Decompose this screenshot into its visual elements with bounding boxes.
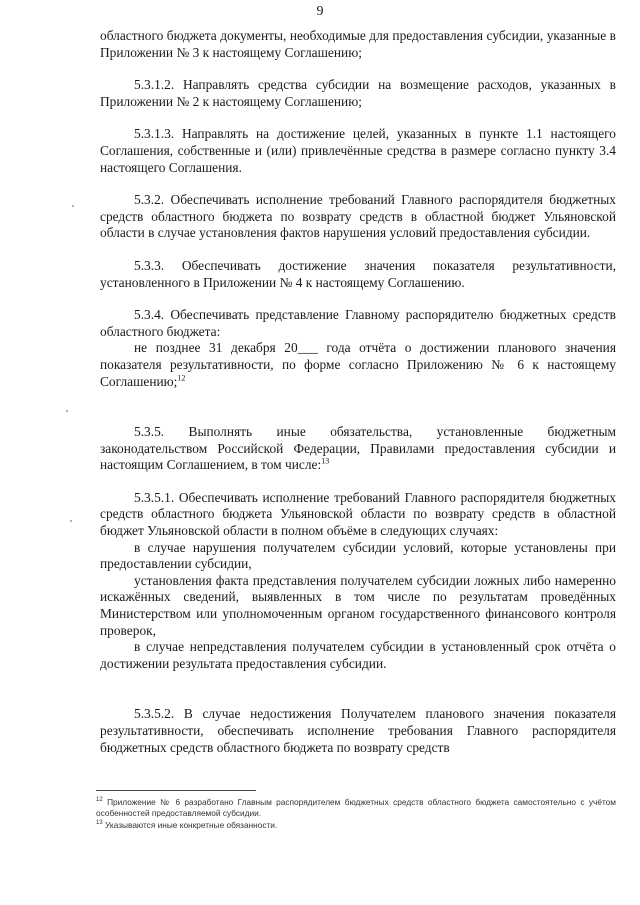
- footnote-13: [96, 820, 616, 831]
- paragraph-5-3-5-text: 5.3.5. Выполнять иные обязательства, установленные бюджетным законодательством Российской Федерации, Правилами предоставления субсидии и настоящим Соглашением, в том числе:: [100, 424, 616, 473]
- list-item-no-report: в случае непредставления получателем субсидии в установленный срок отчёта о достижении результата предоставления субсидии.: [100, 639, 616, 671]
- paragraph-5-3-5-1: 5.3.5.1. Обеспечивать исполнение требований Главного распорядителя бюджетных средств областного бюджета Ульяновской области по возврату средств в областной бюджет Ульяновской области в полном объёме в следующих случаях:: [100, 489, 616, 539]
- spacer: [100, 406, 616, 424]
- footnote-12: [96, 797, 616, 819]
- paragraph-5-3-1-2: 5.3.1.2. Направлять средства субсидии на возмещение расходов, указанных в Приложении № 2 к настоящему Соглашению;: [100, 77, 616, 109]
- list-item-false-info: установления факта представления получателем субсидии ложных либо намеренно искажённых сведений, выявленных в том числе по результатам проведённых Министерством или уполномоченным органом государственного финансового контроля проверок,: [100, 572, 616, 638]
- paragraph-continuation: областного бюджета документы, необходимые для предоставления субсидии, указанные в Приложении № 3 к настоящему Соглашению;: [100, 28, 616, 60]
- footnote-separator: [96, 790, 256, 791]
- scan-speck: [70, 520, 72, 522]
- page-number: 9: [316, 4, 324, 19]
- scan-speck: [66, 410, 68, 412]
- list-item-violation: в случае нарушения получателем субсидии условий, которые установлены при предоставлении субсидии,: [100, 539, 616, 572]
- paragraph-5-3-2: 5.3.2. Обеспечивать исполнение требований Главного распорядителя бюджетных средств областного бюджета по возврату средств в областной бюджет Ульяновской области в случае установления фактов нарушения условий предоставления субсидии.: [100, 192, 616, 241]
- footnote-text: Указываются иные конкретные обязанности.: [105, 820, 278, 830]
- paragraph-report-deadline: [100, 340, 616, 390]
- footnote-ref-12: 12: [177, 373, 186, 383]
- paragraph-5-3-5-2: 5.3.5.2. В случае недостижения Получателем планового значения показателя результативности, обеспечивать исполнение требования Главного распорядителя бюджетных средств областного бюджета по возврату средств: [100, 706, 616, 755]
- paragraph-5-3-1-3: 5.3.1.3. Направлять на достижение целей, указанных в пункте 1.1 настоящего Соглашения, собственные и (или) привлечённые средства в размере согласно пункту 3.4 настоящего Соглашения.: [100, 126, 616, 175]
- paragraph-5-3-5: [100, 424, 616, 474]
- footnote-number: 12: [96, 797, 103, 804]
- report-deadline-text: не позднее 31 декабря 20___ года отчёта о достижении планового значения показателя результативности, по форме согласно Приложению № 6 к настоящему Соглашению;: [100, 340, 616, 389]
- footnote-ref-13: 13: [321, 456, 330, 466]
- footnote-text: Приложение № 6 разработано Главным распорядителем бюджетных средств областного бюджета самостоятельно с учётом особенностей предоставляемой субсидии.: [96, 797, 616, 818]
- scan-speck: [72, 205, 74, 207]
- paragraph-5-3-3: 5.3.3. Обеспечивать достижение значения показателя результативности, установленного в Приложении № 4 к настоящему Соглашению.: [100, 257, 616, 290]
- spacer: [100, 688, 616, 706]
- document-body: [100, 28, 616, 772]
- paragraph-5-3-4: 5.3.4. Обеспечивать представление Главному распорядителю бюджетных средств областного бюджета:: [100, 307, 616, 339]
- footnote-number: 13: [96, 820, 103, 827]
